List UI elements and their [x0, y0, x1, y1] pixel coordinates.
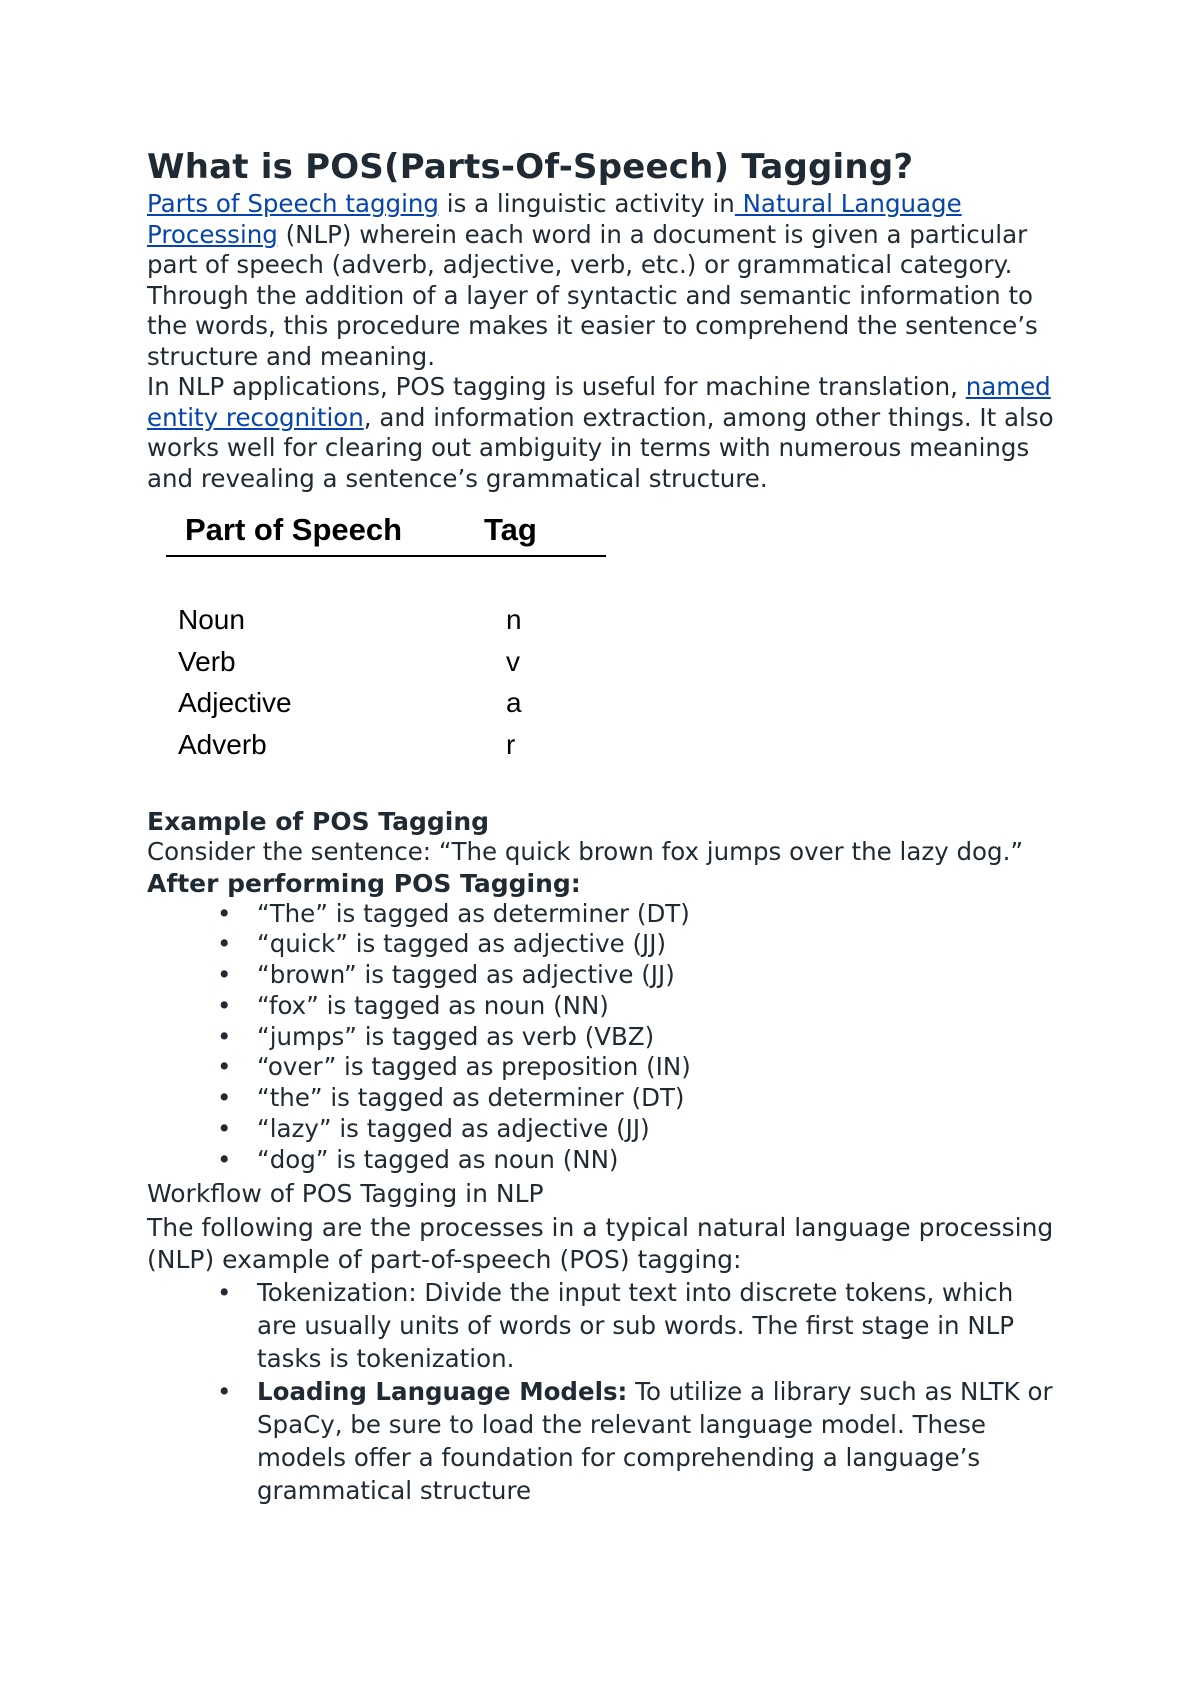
workflow-heading: Workflow of POS Tagging in NLP	[147, 1178, 544, 1208]
table-cell-tag: a	[506, 687, 522, 718]
list-item	[257, 1375, 1057, 1507]
table-cell-pos: Noun	[178, 604, 245, 635]
table-header-pos: Part of Speech	[185, 512, 403, 547]
example-sentence: Consider the sentence: “The quick brown fox jumps over the lazy dog.”	[147, 837, 1024, 866]
list-item: • “dog” is tagged as noun (NN)	[257, 1145, 1057, 1176]
nlp-link[interactable]: Natural Language Processing	[147, 189, 962, 249]
table-header-rule	[166, 555, 606, 557]
intro-paragraph	[147, 189, 1057, 372]
workflow-steps-list	[147, 1276, 1057, 1507]
apps-text-2: , and information extraction, among other things. It also works well for clearing out ambiguity in terms with numerous meanings and revealing a sentence’s grammatical structure.	[147, 402, 1054, 493]
step-loading-models: To utilize a library such as NLTK or SpaCy, be sure to load the relevant language model. These models offer a foundation for comprehending a language’s grammatical structure	[257, 1376, 1053, 1505]
after-tagging-heading: After performing POS Tagging:	[147, 868, 581, 898]
list-item: • “The” is tagged as determiner (DT)	[257, 899, 1057, 930]
table-header-tag: Tag	[484, 512, 537, 547]
table-cell-tag: v	[506, 646, 520, 677]
tagged-words-list	[147, 899, 1057, 1176]
apps-text-1: In NLP applications, POS tagging is useful for machine translation,	[147, 372, 966, 401]
list-item: • “lazy” is tagged as adjective (JJ)	[257, 1114, 1057, 1145]
workflow-intro: The following are the processes in a typical natural language processing (NLP) example of part-of-speech (POS) tagging:	[147, 1212, 1054, 1274]
list-item: • “over” is tagged as preposition (IN)	[257, 1052, 1057, 1083]
table-cell-tag: r	[506, 729, 516, 760]
table-cell-tag: n	[506, 604, 522, 635]
list-item: • “fox” is tagged as noun (NN)	[257, 991, 1057, 1022]
intro-text-1: is a linguistic activity in	[438, 189, 735, 218]
list-item	[257, 1276, 1057, 1375]
table-cell-pos: Verb	[178, 646, 236, 677]
list-item: • “the” is tagged as determiner (DT)	[257, 1083, 1057, 1114]
step-label: Loading Language Models:	[257, 1376, 628, 1406]
page-title: What is POS(Parts-Of-Speech) Tagging?	[147, 147, 914, 187]
document-page	[147, 145, 1057, 1507]
table-cell-pos: Adjective	[178, 687, 292, 718]
list-item: • “quick” is tagged as adjective (JJ)	[257, 929, 1057, 960]
ner-link[interactable]: named entity recognition	[147, 372, 1051, 432]
step-tokenization: Tokenization: Divide the input text into discrete tokens, which are usually units of words or sub words. The first stage in NLP tasks is tokenization.	[257, 1277, 1015, 1373]
list-item: • “brown” is tagged as adjective (JJ)	[257, 960, 1057, 991]
example-heading: Example of POS Tagging	[147, 807, 490, 836]
pos-tagging-link[interactable]: Parts of Speech tagging	[147, 189, 439, 218]
applications-paragraph	[147, 372, 1057, 494]
pos-tag-table	[166, 506, 606, 776]
table-cell-pos: Adverb	[178, 729, 267, 760]
list-item: • “jumps” is tagged as verb (VBZ)	[257, 1022, 1057, 1053]
intro-text-2: (NLP) wherein each word in a document is given a particular part of speech (adverb, adjective, verb, etc.) or grammatical category. Through the addition of a layer of syntactic and semantic information to the words, this procedure makes it easier to comprehend the sentence’s structure and meaning.	[147, 219, 1038, 371]
